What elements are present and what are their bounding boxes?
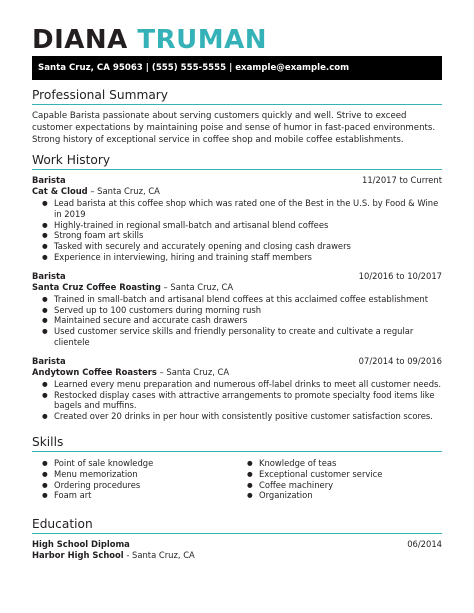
skills-section <box>32 435 442 501</box>
skill-item: ● Organization <box>251 490 442 501</box>
company-location: – Santa Cruz, CA <box>160 281 234 292</box>
skills-column-left <box>32 458 237 501</box>
job-dates: 11/2017 to Current <box>362 175 442 185</box>
skill-item: ● Exceptional customer service <box>251 469 442 480</box>
education-section <box>32 517 442 561</box>
job-bullets <box>32 198 442 263</box>
degree: High School Diploma <box>32 539 130 549</box>
job-title: Barista <box>32 270 66 281</box>
job-title: Barista <box>32 355 66 366</box>
job-dates: 07/2014 to 09/2016 <box>358 355 442 366</box>
job-bullet: ● Strong foam art skills <box>46 230 442 241</box>
company-location: – Santa Cruz, CA <box>87 186 160 196</box>
skill-item: ● Knowledge of teas <box>251 458 442 469</box>
job-bullets <box>32 379 442 422</box>
education-row <box>32 539 442 550</box>
work-history-title: Work History <box>32 153 442 170</box>
work-history-section <box>32 153 442 430</box>
job-dates: 10/2016 to 10/2017 <box>358 270 442 281</box>
job-title: Barista <box>32 175 66 185</box>
company-name: Santa Cruz Coffee Roasting <box>32 281 161 292</box>
company-name: Cat & Cloud <box>32 186 88 196</box>
job-bullet: ● Lead barista at this coffee shop which was rated one of the Best in the U.S. by Food & Wine in 2019 <box>46 198 442 220</box>
employer <box>32 367 442 378</box>
job-bullets <box>32 294 442 348</box>
employer <box>32 186 442 197</box>
first-name: DIANA <box>32 25 128 55</box>
job-bullet: ● Used customer service skills and friendly personality to create and cultivate a regular clientele <box>46 326 442 348</box>
job-bullet: ● Tasked with securely and accurately opening and closing cash drawers <box>46 241 442 252</box>
job-bullet: ● Learned every menu preparation and numerous off-label drinks to meet all customer needs. <box>46 379 442 390</box>
job-bullet: ● Restocked display cases with attractive arrangements to promote specialty food items like bagels and muffins. <box>46 390 442 412</box>
skill-item: ● Ordering procedures <box>46 480 237 491</box>
school-location: - Santa Cruz, CA <box>123 550 195 560</box>
last-name: TRUMAN <box>137 25 267 55</box>
education-title: Education <box>32 517 442 534</box>
summary-section <box>32 88 442 146</box>
job-bullet: ● Maintained secure and accurate cash drawers <box>46 315 442 326</box>
school-name: Harbor High School <box>32 550 124 560</box>
skill-item: ● Menu memorization <box>46 469 237 480</box>
skill-item: ● Coffee machinery <box>251 480 442 491</box>
job-bullet: ● Experience in interviewing, hiring and training staff members <box>46 252 442 263</box>
job-bullet: ● Trained in small-batch and artisanal blend coffees at this acclaimed coffee establishment <box>46 294 442 305</box>
skills-grid <box>32 457 442 501</box>
job-bullet: ● Highly-trained in regional small-batch and artisanal blend coffees <box>46 220 442 231</box>
employer <box>32 282 442 293</box>
skill-item: ● Foam art <box>46 490 237 501</box>
skill-item: ● Point of sale knowledge <box>46 458 237 469</box>
school-row <box>32 550 442 561</box>
job-bullet: ● Served up to 100 customers during morning rush <box>46 305 442 316</box>
company-name: Andytown Coffee Roasters <box>32 366 157 377</box>
job-entry <box>32 271 442 348</box>
job-bullet: ● Created over 20 drinks in per hour with consistently positive customer satisfaction scores. <box>46 411 442 422</box>
summary-text: Capable Barista passionate about serving customers quickly and well. Strive to exceed customer expectations by maintaining poise and sense of humor in fast-paced environments. Strong history of exceptional service in coffee shop and mobile coffee establishments. <box>32 111 436 145</box>
job-entry <box>32 356 442 422</box>
skills-title: Skills <box>32 435 442 452</box>
skills-column-right <box>237 458 442 501</box>
summary-title: Professional Summary <box>32 88 442 105</box>
job-entry <box>32 175 442 263</box>
contact-bar: Santa Cruz, CA 95063 | (555) 555-5555 | example@example.com <box>32 56 442 80</box>
candidate-name <box>32 26 267 54</box>
company-location: – Santa Cruz, CA <box>156 366 230 377</box>
education-date: 06/2014 <box>407 539 442 549</box>
